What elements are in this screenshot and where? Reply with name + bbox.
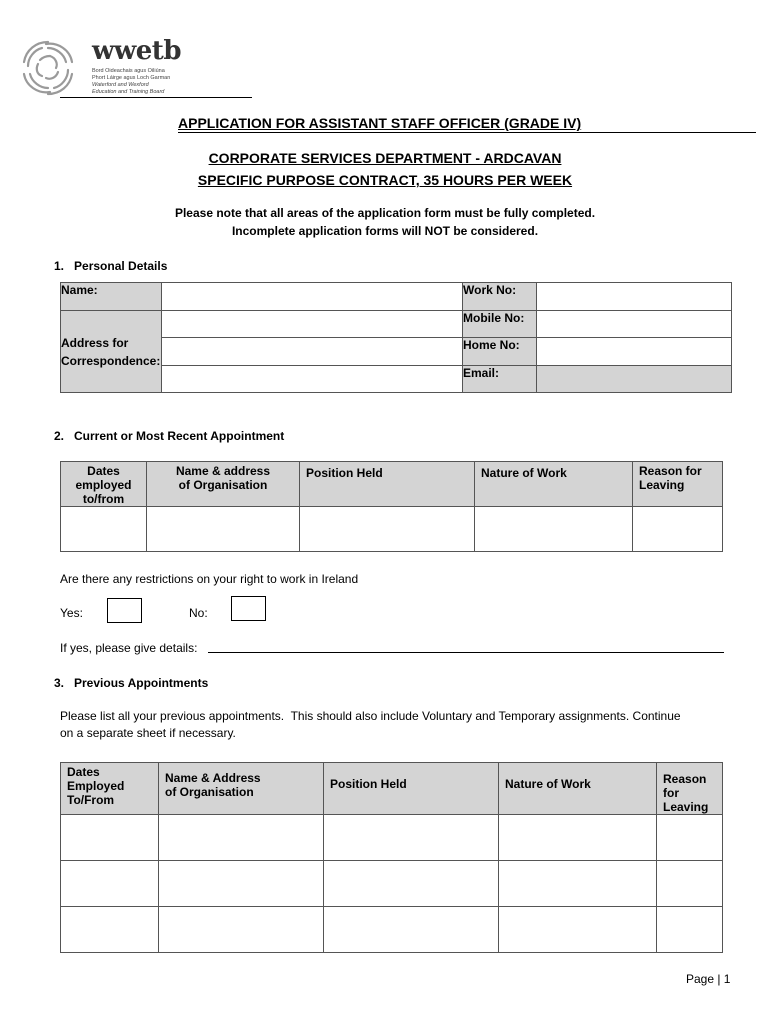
prev-position-input[interactable] xyxy=(324,907,499,953)
current-organisation-input[interactable] xyxy=(147,507,300,552)
work-label: Work No: xyxy=(463,283,517,297)
prev-reason-header: Reason for Leaving xyxy=(657,763,723,815)
mobile-label: Mobile No: xyxy=(463,311,525,325)
logo-divider xyxy=(60,97,252,98)
table-row xyxy=(61,907,723,953)
prev-position-input[interactable] xyxy=(324,861,499,907)
contract-title: SPECIFIC PURPOSE CONTRACT, 35 HOURS PER WEEK xyxy=(197,172,573,188)
current-nature-input[interactable] xyxy=(475,507,633,552)
work-label-cell xyxy=(463,283,537,311)
table-row xyxy=(61,815,723,861)
incomplete-note: Incomplete application forms will NOT be considered. xyxy=(231,224,539,238)
email-label-cell xyxy=(463,366,537,393)
prev-position-header: Position Held xyxy=(324,763,499,815)
address-line-3-input[interactable] xyxy=(162,366,463,393)
current-dates-input[interactable] xyxy=(61,507,147,552)
home-label: Home No: xyxy=(463,338,520,352)
home-number-input[interactable] xyxy=(537,338,732,366)
logo-wordmark: wwetb xyxy=(92,36,181,66)
name-label: Name: xyxy=(61,283,98,297)
logo-line-1: Bord Oideachais agus Oiliúna xyxy=(92,68,165,74)
logo-line-3: Waterford and Wexford xyxy=(92,82,149,88)
prev-dates-header: Dates Employed To/From xyxy=(61,763,159,815)
home-label-cell xyxy=(463,338,537,366)
address-line-2-input[interactable] xyxy=(162,338,463,366)
completion-note: Please note that all areas of the application form must be fully completed. xyxy=(174,206,596,220)
logo-subtitle xyxy=(92,68,170,96)
previous-instruction-2: on a separate sheet if necessary. xyxy=(60,726,236,740)
dates-employed-header: Dates employed to/from xyxy=(61,462,147,507)
yes-checkbox[interactable] xyxy=(107,598,142,623)
previous-appointments-table xyxy=(60,762,723,953)
email-input[interactable] xyxy=(537,366,732,393)
department-title: CORPORATE SERVICES DEPARTMENT - ARDCAVAN xyxy=(208,150,562,166)
logo xyxy=(20,38,260,100)
position-header: Position Held xyxy=(300,462,475,507)
address-label-2: Correspondence: xyxy=(61,353,161,368)
prev-organisation-input[interactable] xyxy=(159,907,324,953)
table-row xyxy=(61,861,723,907)
prev-organisation-input[interactable] xyxy=(159,815,324,861)
prev-organisation-header: Name & Address of Organisation xyxy=(159,763,324,815)
prev-position-input[interactable] xyxy=(324,815,499,861)
prev-reason-input[interactable] xyxy=(657,907,723,953)
section3-heading: 3. Previous Appointments xyxy=(54,676,209,690)
work-number-input[interactable] xyxy=(537,283,732,311)
name-input[interactable] xyxy=(162,283,463,311)
address-label-cell xyxy=(61,311,162,393)
name-label-cell xyxy=(61,283,162,311)
email-label: Email: xyxy=(463,366,500,380)
details-line-input[interactable] xyxy=(208,652,724,653)
prev-reason-input[interactable] xyxy=(657,815,723,861)
no-checkbox[interactable] xyxy=(231,596,266,621)
form-title: APPLICATION FOR ASSISTANT STAFF OFFICER (GRADE IV) xyxy=(178,115,756,133)
personal-details-table xyxy=(60,282,732,393)
prev-dates-input[interactable] xyxy=(61,907,159,953)
current-appointment-table xyxy=(60,461,723,552)
organisation-header: Name & address of Organisation xyxy=(147,462,300,507)
previous-instruction-1: Please list all your previous appointments. This should also include Voluntary and Temporary assignments. Continue xyxy=(60,709,681,723)
logo-line-2: Phort Láirge agus Loch Garman xyxy=(92,75,171,81)
yes-label: Yes: xyxy=(60,606,83,620)
reason-header: Reason for Leaving xyxy=(633,462,723,507)
nature-header: Nature of Work xyxy=(475,462,633,507)
address-label-1: Address for xyxy=(61,335,129,350)
current-position-input[interactable] xyxy=(300,507,475,552)
restrictions-question: Are there any restrictions on your right to work in Ireland xyxy=(60,572,359,586)
current-reason-input[interactable] xyxy=(633,507,723,552)
prev-nature-input[interactable] xyxy=(499,815,657,861)
prev-nature-header: Nature of Work xyxy=(499,763,657,815)
mobile-label-cell xyxy=(463,311,537,338)
logo-line-4: Education and Training Board xyxy=(92,89,165,95)
prev-dates-input[interactable] xyxy=(61,815,159,861)
logo-swirl-icon xyxy=(20,40,76,96)
prev-dates-input[interactable] xyxy=(61,861,159,907)
page-number: Page | 1 xyxy=(686,972,731,986)
address-line-1-input[interactable] xyxy=(162,311,463,338)
prev-nature-input[interactable] xyxy=(499,907,657,953)
prev-organisation-input[interactable] xyxy=(159,861,324,907)
no-label: No: xyxy=(189,606,208,620)
prev-reason-input[interactable] xyxy=(657,861,723,907)
details-label: If yes, please give details: xyxy=(60,641,198,655)
section1-heading: 1. Personal Details xyxy=(54,259,168,273)
section2-heading: 2. Current or Most Recent Appointment xyxy=(54,429,285,443)
prev-nature-input[interactable] xyxy=(499,861,657,907)
mobile-number-input[interactable] xyxy=(537,311,732,338)
